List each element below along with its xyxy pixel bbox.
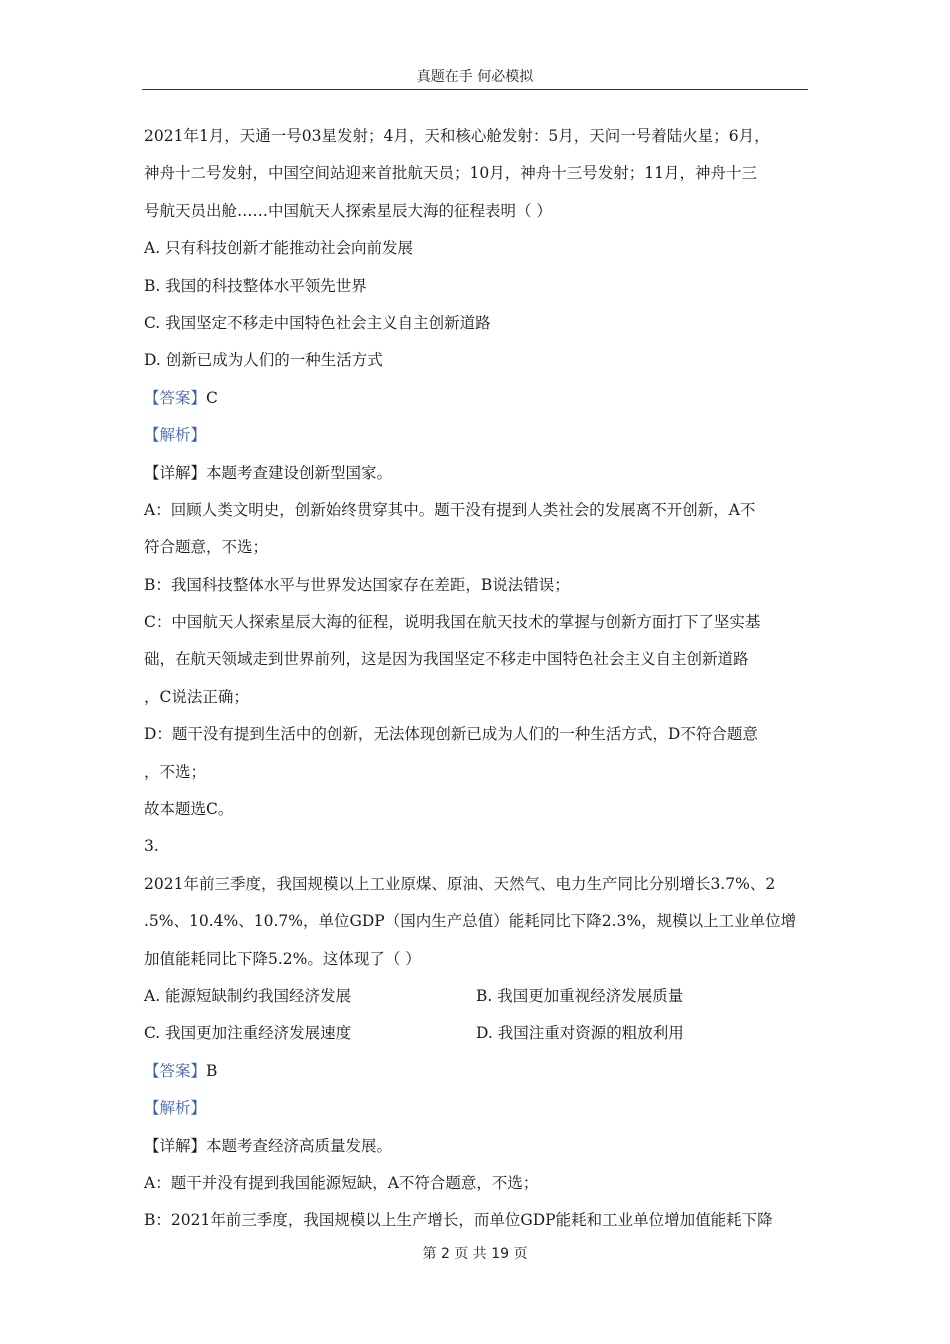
- q3-answer: [144, 1053, 808, 1090]
- q2-explanation-line: A：回顾人类文明史，创新始终贯穿其中。题干没有提到人类社会的发展离不开创新，A不: [144, 500, 756, 519]
- q3-options-row: [144, 978, 808, 1015]
- q2-explanation-line: ，不选；: [144, 762, 207, 781]
- q2-option-b: B. 我国的科技整体水平领先世界: [144, 276, 367, 295]
- page-header: 真题在手 何必模拟: [416, 69, 534, 85]
- q3-option-d: D. 我国注重对资源的粗放利用: [476, 1024, 684, 1043]
- q3-explanation-line: B：2021年前三季度，我国规模以上生产增长，而单位GDP能耗和工业单位增加值能耗下降: [144, 1211, 773, 1230]
- header-divider: [142, 89, 808, 90]
- answer-tag: 【答案】: [144, 1061, 207, 1080]
- q3-explanation-line: A：题干并没有提到我国能源短缺，A不符合题意，不选；: [144, 1173, 539, 1192]
- q2-analysis: [144, 417, 808, 454]
- q2-explanation-line: 故本题选C。: [144, 800, 234, 819]
- q3-detail: [144, 1128, 808, 1165]
- q2-explanation-line: 符合题意，不选；: [144, 538, 269, 557]
- q3-option-a: A. 能源短缺制约我国经济发展: [144, 986, 352, 1005]
- analysis-tag: 【解析】: [144, 1099, 207, 1118]
- q2-explanation-line: 础，在航天领域走到世界前列，这是因为我国坚定不移走中国特色社会主义自主创新道路: [144, 650, 749, 669]
- page-footer: 第 2 页 共 19 页: [422, 1246, 528, 1262]
- answer-value: B: [206, 1061, 218, 1080]
- answer-tag: 【答案】: [144, 388, 207, 407]
- q2-explanation-line: D：题干没有提到生活中的创新，无法体现创新已成为人们的一种生活方式，D不符合题意: [144, 725, 758, 744]
- q3-option-b: B. 我国更加重视经济发展质量: [476, 986, 684, 1005]
- q2-option-c: C. 我国坚定不移走中国特色社会主义自主创新道路: [144, 313, 491, 332]
- q3-stem-line: 2021年前三季度，我国规模以上工业原煤、原油、天然气、电力生产同比分别增长3.7%、2: [144, 874, 776, 893]
- q2-detail: [144, 455, 808, 492]
- detail-tag: 【详解】: [144, 1136, 207, 1155]
- q2-explanation-line: C：中国航天人探索星辰大海的征程，说明我国在航天技术的掌握与创新方面打下了坚实基: [144, 613, 761, 632]
- q3-stem-line: .5%、10.4%、10.7%，单位GDP（国内生产总值）能耗同比下降2.3%，规模以上工业单位增: [144, 912, 797, 931]
- detail-tag: 【详解】: [144, 463, 207, 482]
- answer-value: C: [206, 388, 218, 407]
- q3-stem-line: 加值能耗同比下降5.2%。这体现了（ ）: [144, 949, 421, 968]
- q2-stem-line: 神舟十二号发射，中国空间站迎来首批航天员；10月，神舟十三号发射；11月，神舟十三: [144, 164, 757, 183]
- q2-option-d: D. 创新已成为人们的一种生活方式: [144, 351, 383, 370]
- q2-answer: [144, 380, 808, 417]
- detail-intro: 本题考查建设创新型国家。: [206, 463, 393, 482]
- q2-stem-line: 2021年1月，天通一号03星发射；4月，天和核心舱发射：5月，天问一号着陆火星；6月，: [144, 127, 770, 145]
- analysis-tag: 【解析】: [144, 426, 207, 445]
- q2-explanation-line: ，C说法正确；: [144, 687, 249, 706]
- q3-options-row: [144, 1015, 808, 1052]
- q3-number: 3.: [144, 837, 159, 856]
- detail-intro: 本题考查经济高质量发展。: [206, 1136, 393, 1155]
- q2-option-a: A. 只有科技创新才能推动社会向前发展: [144, 239, 414, 258]
- q2-explanation-line: B：我国科技整体水平与世界发达国家存在差距，B说法错误；: [144, 575, 570, 594]
- page-content: [144, 118, 808, 1240]
- q3-analysis: [144, 1090, 808, 1127]
- q2-stem-line: 号航天员出舱……中国航天人探索星辰大海的征程表明（ ）: [144, 201, 552, 220]
- q3-option-c: C. 我国更加注重经济发展速度: [144, 1024, 352, 1043]
